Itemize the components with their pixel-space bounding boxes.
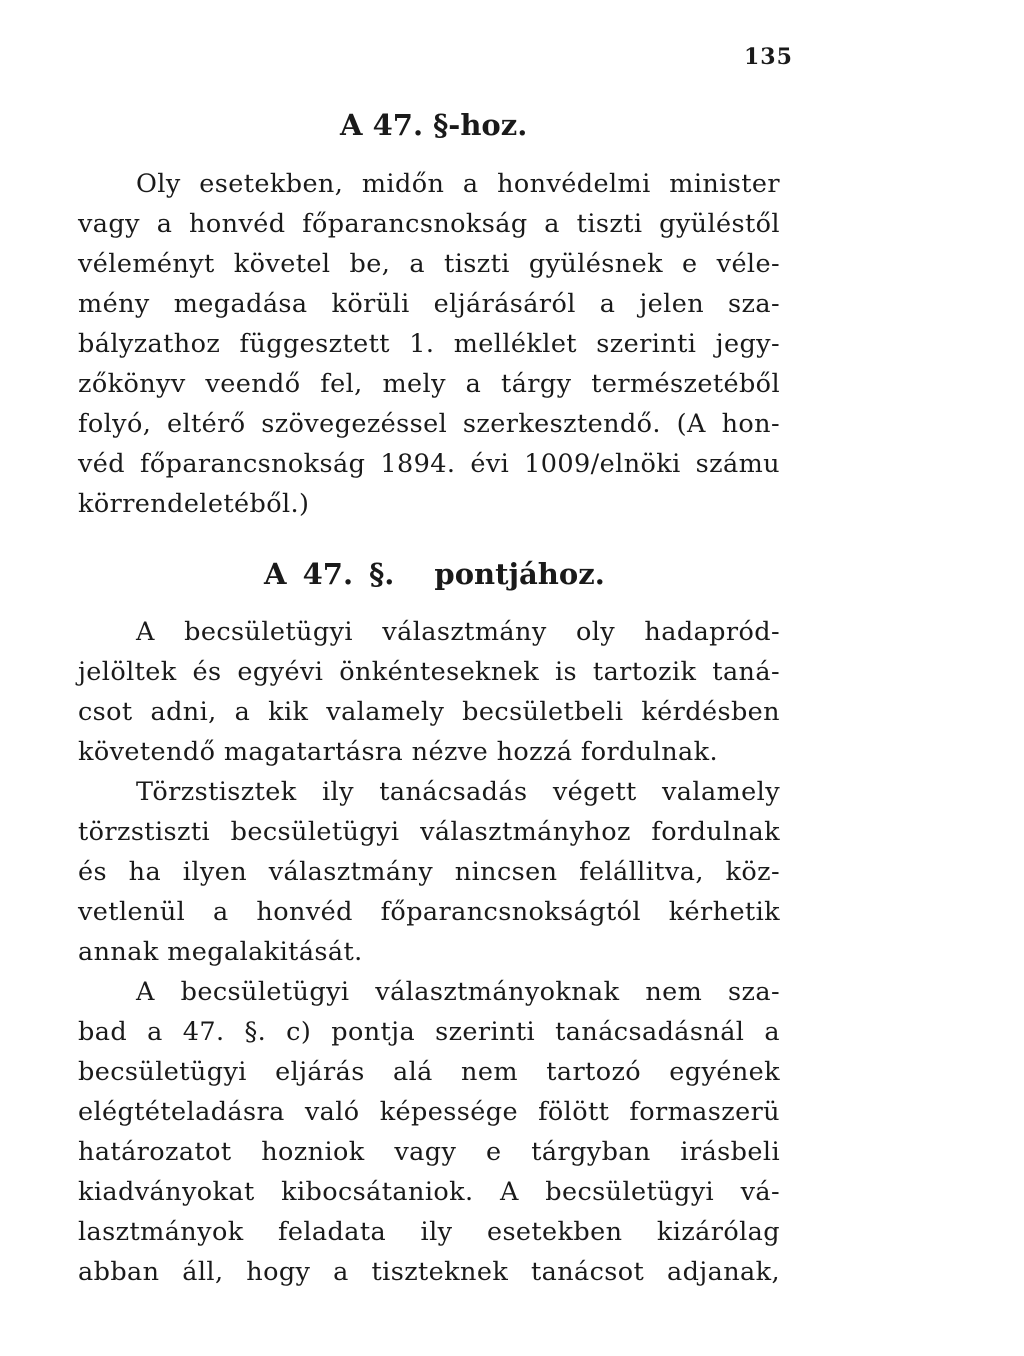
text-line: abban áll, hogy a tiszteknek tanácsot adjanak, (78, 1257, 780, 1287)
page-number: 135 (744, 44, 793, 70)
section-heading-label: A 47. §. (264, 557, 395, 591)
text-line: folyó, eltérő szövegezéssel szerkesztendő. (A hon- (78, 409, 780, 439)
text-line: zőkönyv veendő fel, mely a tárgy természetéből (78, 369, 780, 399)
text-line: határozatot hozniok vagy e tárgyban irásbeli (78, 1137, 780, 1167)
text-line: és ha ilyen választmány nincsen felállitva, köz- (78, 857, 780, 887)
text-line: bad a 47. §. c) pontja szerinti tanácsadásnál a (78, 1017, 780, 1047)
text-line: törzstiszti becsületügyi választmányhoz fordulnak (78, 817, 780, 847)
paragraph-section-2 (78, 612, 780, 1292)
text-line: kiadványokat kibocsátaniok. A becsületügyi vá- (78, 1177, 780, 1207)
section-heading-47-hoz: A 47. §-hoz. (340, 108, 528, 142)
section-heading-47-pontjahoz (264, 557, 605, 591)
text-line: becsületügyi eljárás alá nem tartozó egyének (78, 1057, 780, 1087)
text-line: elégtételadásra való képessége fölött formaszerü (78, 1097, 780, 1127)
text-line: körrendeletéből.) (78, 489, 310, 519)
text-line: Törzstisztek ily tanácsadás végett valamely (136, 777, 780, 807)
text-line: mény megadása körüli eljárásáról a jelen sza- (78, 289, 780, 319)
text-line: bályzathoz függesztett 1. melléklet szerinti jegy- (78, 329, 780, 359)
text-line: csot adni, a kik valamely becsületbeli kérdésben (78, 697, 780, 727)
text-line: A becsületügyi választmányoknak nem sza- (136, 977, 780, 1007)
text-line: véd főparancsnokság 1894. évi 1009/elnöki számu (78, 449, 780, 479)
text-line: vetlenül a honvéd főparancsnokságtól kérhetik (78, 897, 780, 927)
text-line: jelöltek és egyévi önkénteseknek is tartozik taná- (78, 657, 780, 687)
text-line: Oly esetekben, midőn a honvédelmi minister (136, 169, 780, 199)
section-heading-text: pontjához. (434, 557, 605, 591)
text-line: követendő magatartásra nézve hozzá fordulnak. (78, 737, 718, 767)
text-line: véleményt követel be, a tiszti gyülésnek e véle- (78, 249, 780, 279)
text-line: vagy a honvéd főparancsnokság a tiszti gyüléstől (78, 209, 780, 239)
text-line: annak megalakitását. (78, 937, 363, 967)
paragraph-section-1 (78, 164, 780, 524)
text-line: A becsületügyi választmány oly hadapród- (136, 617, 780, 647)
text-line: lasztmányok feladata ily esetekben kizárólag (78, 1217, 780, 1247)
